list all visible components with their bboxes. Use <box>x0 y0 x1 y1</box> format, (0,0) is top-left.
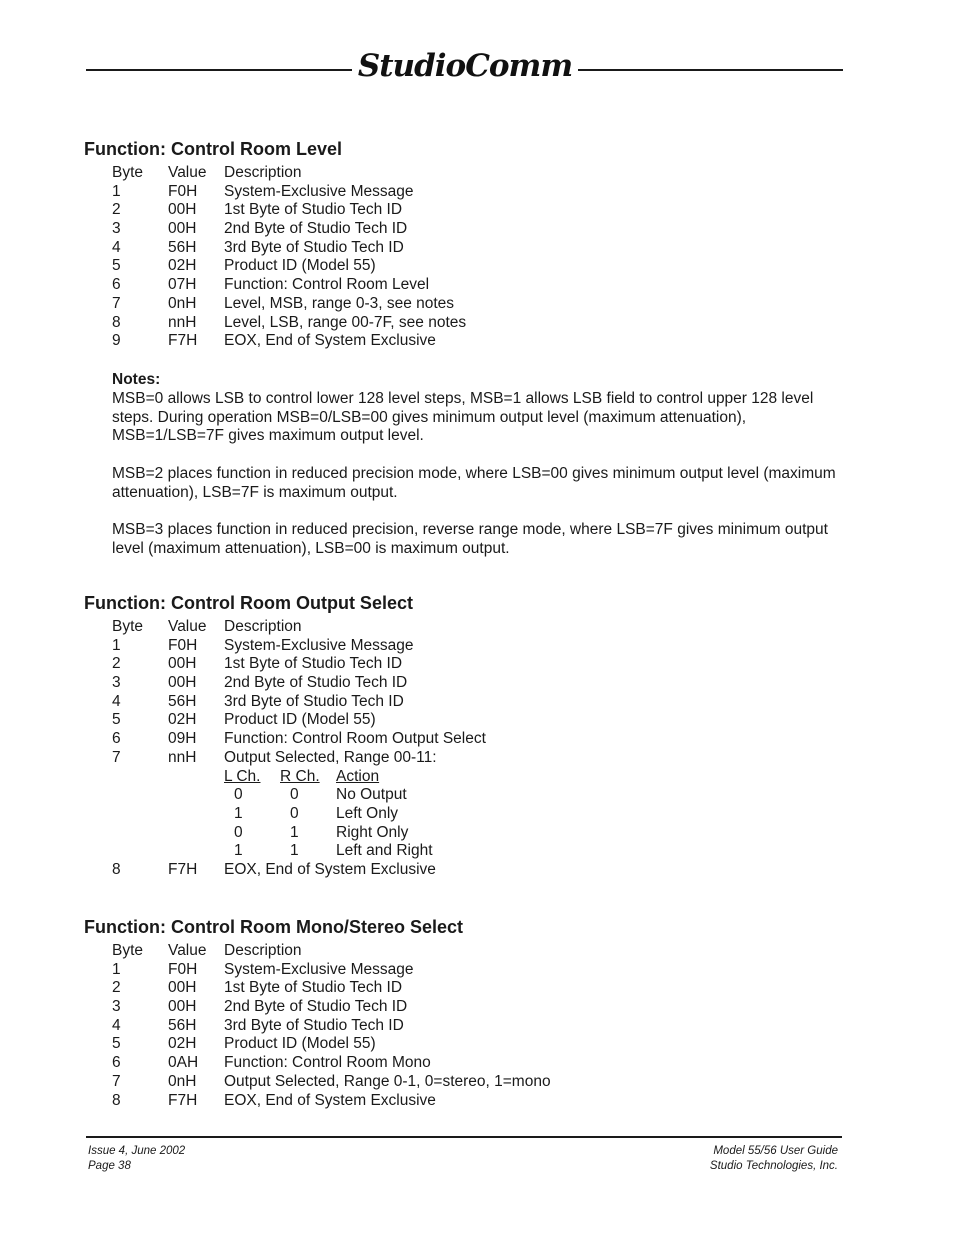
table-row <box>112 332 864 351</box>
guide-title: Model 55/56 User Guide <box>713 1145 838 1157</box>
description-cell: Level, LSB, range 00-7F, see notes <box>224 313 467 331</box>
section-title: Function: Control Room Mono/Stereo Select <box>84 917 463 937</box>
section-title: Function: Control Room Level <box>84 139 342 159</box>
table-row <box>112 276 864 295</box>
description-cell: 1st Byte of Studio Tech ID <box>224 979 403 997</box>
table-row <box>112 730 864 749</box>
description-cell: 2nd Byte of Studio Tech ID <box>224 220 408 238</box>
studiocomm-logo: StudioComm <box>357 48 573 84</box>
table-row <box>112 637 864 656</box>
table-row <box>112 201 864 220</box>
byte-cell: 1 <box>112 636 121 654</box>
description-cell: Level, MSB, range 0-3, see notes <box>224 294 455 312</box>
table-row <box>112 979 864 998</box>
value-cell: 00H <box>168 655 197 673</box>
value-cell: F7H <box>168 860 198 878</box>
byte-table <box>112 618 864 880</box>
footer-left <box>88 1144 185 1174</box>
description-cell: EOX, End of System Exclusive <box>224 1091 436 1109</box>
table-row <box>112 961 864 980</box>
col-description: Description <box>224 618 302 635</box>
col-byte: Byte <box>112 942 144 959</box>
value-cell: F0H <box>168 182 198 200</box>
table-header-row <box>112 164 864 183</box>
section-control-room-output-select <box>84 592 864 880</box>
col-value: Value <box>168 164 207 181</box>
note-paragraph: MSB=0 allows LSB to control lower 128 level steps, MSB=1 allows LSB field to control upper 128 level steps. During operation MSB=0/LSB=00 gives minimum output level (maximum attenuation), MSB=1/LSB=7F gives maximum output level. <box>112 389 814 445</box>
value-cell: 56H <box>168 238 197 256</box>
table-row <box>112 239 864 258</box>
byte-cell: 5 <box>112 711 121 729</box>
description-cell: Output Selected, Range 00-11: <box>224 748 437 766</box>
byte-cell: 3 <box>112 998 121 1016</box>
right-channel-cell: 0 <box>290 804 299 822</box>
col-value: Value <box>168 942 207 959</box>
description-cell: System-Exclusive Message <box>224 636 414 654</box>
action-cell: Left Only <box>336 804 399 822</box>
value-cell: 02H <box>168 1035 197 1053</box>
table-row <box>112 693 864 712</box>
byte-table <box>112 164 864 351</box>
right-channel-cell: 1 <box>290 823 299 841</box>
issue-label: Issue 4, June 2002 <box>88 1145 186 1157</box>
byte-cell: 6 <box>112 1054 121 1072</box>
subtable-row <box>112 842 864 861</box>
col-byte: Byte <box>112 164 144 181</box>
byte-cell: 4 <box>112 1016 121 1034</box>
action-cell: No Output <box>336 786 407 804</box>
sub-col-action: Action <box>336 767 380 785</box>
left-channel-cell: 0 <box>234 823 243 841</box>
description-cell: System-Exclusive Message <box>224 182 414 200</box>
byte-cell: 7 <box>112 294 121 312</box>
table-row <box>112 655 864 674</box>
value-cell: 07H <box>168 276 197 294</box>
left-channel-cell: 0 <box>234 786 243 804</box>
value-cell: 00H <box>168 998 197 1016</box>
value-cell: 09H <box>168 730 197 748</box>
byte-cell: 4 <box>112 238 121 256</box>
byte-cell: 3 <box>112 220 121 238</box>
value-cell: 56H <box>168 1016 197 1034</box>
description-cell: Function: Control Room Level <box>224 276 430 294</box>
left-channel-cell: 1 <box>234 842 243 860</box>
description-cell: Output Selected, Range 0-1, 0=stereo, 1=mono <box>224 1072 551 1090</box>
byte-cell: 7 <box>112 748 121 766</box>
notes-title: Notes: <box>112 371 161 388</box>
action-cell: Right Only <box>336 823 409 841</box>
byte-cell: 2 <box>112 979 121 997</box>
description-cell: 1st Byte of Studio Tech ID <box>224 655 403 673</box>
col-description: Description <box>224 942 302 959</box>
value-cell: F7H <box>168 332 198 350</box>
value-cell: 00H <box>168 220 197 238</box>
value-cell: 0nH <box>168 294 197 312</box>
value-cell: F7H <box>168 1091 198 1109</box>
table-row <box>112 1073 864 1092</box>
note-paragraph: MSB=3 places function in reduced precision, reverse range mode, where LSB=7F gives minimum output level (maximum attenuation), LSB=00 is maximum output. <box>112 521 828 558</box>
table-header-row <box>112 618 864 637</box>
company-name: Studio Technologies, Inc. <box>709 1160 838 1172</box>
byte-cell: 8 <box>112 860 121 878</box>
value-cell: 00H <box>168 674 197 692</box>
col-value: Value <box>168 618 207 635</box>
table-header-row <box>112 942 864 961</box>
description-cell: 2nd Byte of Studio Tech ID <box>224 998 408 1016</box>
description-cell: EOX, End of System Exclusive <box>224 860 436 878</box>
table-row <box>112 998 864 1017</box>
table-row <box>112 314 864 333</box>
subtable-row <box>112 805 864 824</box>
byte-cell: 8 <box>112 1091 121 1109</box>
description-cell: Product ID (Model 55) <box>224 711 376 729</box>
table-row <box>112 1092 864 1111</box>
section-control-room-mono-stereo-select <box>84 916 864 1110</box>
description-cell: Function: Control Room Mono <box>224 1054 431 1072</box>
description-cell: 2nd Byte of Studio Tech ID <box>224 674 408 692</box>
col-description: Description <box>224 164 302 181</box>
byte-table <box>112 942 864 1110</box>
table-row <box>112 1035 864 1054</box>
left-channel-cell: 1 <box>234 804 243 822</box>
footer-right <box>710 1144 838 1174</box>
byte-cell: 6 <box>112 730 121 748</box>
col-byte: Byte <box>112 618 144 635</box>
footer-rule <box>86 1136 842 1138</box>
value-cell: 56H <box>168 692 197 710</box>
value-cell: nnH <box>168 313 197 331</box>
description-cell: Product ID (Model 55) <box>224 257 376 275</box>
description-cell: 1st Byte of Studio Tech ID <box>224 201 403 219</box>
value-cell: 0nH <box>168 1072 197 1090</box>
sub-col-right-channel: R Ch. <box>280 767 320 785</box>
value-cell: F0H <box>168 960 198 978</box>
description-cell: Function: Control Room Output Select <box>224 730 486 748</box>
section-title: Function: Control Room Output Select <box>84 593 413 613</box>
byte-cell: 7 <box>112 1072 121 1090</box>
byte-cell: 2 <box>112 655 121 673</box>
table-row <box>112 257 864 276</box>
byte-cell: 1 <box>112 960 121 978</box>
byte-cell: 5 <box>112 1035 121 1053</box>
subtable-row <box>112 824 864 843</box>
byte-cell: 2 <box>112 201 121 219</box>
table-row <box>112 674 864 693</box>
description-cell: Product ID (Model 55) <box>224 1035 376 1053</box>
right-channel-cell: 0 <box>290 786 299 804</box>
table-row <box>112 220 864 239</box>
byte-cell: 6 <box>112 276 121 294</box>
description-cell: 3rd Byte of Studio Tech ID <box>224 238 404 256</box>
byte-cell: 1 <box>112 182 121 200</box>
description-cell: 3rd Byte of Studio Tech ID <box>224 692 404 710</box>
description-cell: System-Exclusive Message <box>224 960 414 978</box>
table-row <box>112 1017 864 1036</box>
description-cell: 3rd Byte of Studio Tech ID <box>224 1016 404 1034</box>
subtable-row <box>112 786 864 805</box>
section-control-room-level <box>84 138 864 351</box>
value-cell: 02H <box>168 257 197 275</box>
table-row <box>112 861 864 880</box>
notes-block <box>112 371 842 578</box>
table-row <box>112 295 864 314</box>
action-cell: Left and Right <box>336 842 433 860</box>
table-row <box>112 749 864 768</box>
note-paragraph: MSB=2 places function in reduced precision mode, where LSB=00 gives minimum output level (maximum attenuation), LSB=7F is maximum output. <box>112 464 836 501</box>
header-rule-right <box>578 69 843 71</box>
table-row <box>112 711 864 730</box>
byte-cell: 4 <box>112 692 121 710</box>
value-cell: 00H <box>168 979 197 997</box>
value-cell: 00H <box>168 201 197 219</box>
value-cell: 02H <box>168 711 197 729</box>
value-cell: nnH <box>168 748 197 766</box>
byte-cell: 5 <box>112 257 121 275</box>
table-row <box>112 1054 864 1073</box>
value-cell: 0AH <box>168 1054 199 1072</box>
sub-col-left-channel: L Ch. <box>224 767 261 785</box>
value-cell: F0H <box>168 636 198 654</box>
header-rule-left <box>86 69 352 71</box>
table-row <box>112 183 864 202</box>
subtable-header-row <box>112 768 864 787</box>
byte-cell: 9 <box>112 332 121 350</box>
right-channel-cell: 1 <box>290 842 299 860</box>
byte-cell: 8 <box>112 313 121 331</box>
page-number: Page 38 <box>88 1160 131 1172</box>
byte-cell: 3 <box>112 674 121 692</box>
description-cell: EOX, End of System Exclusive <box>224 332 436 350</box>
